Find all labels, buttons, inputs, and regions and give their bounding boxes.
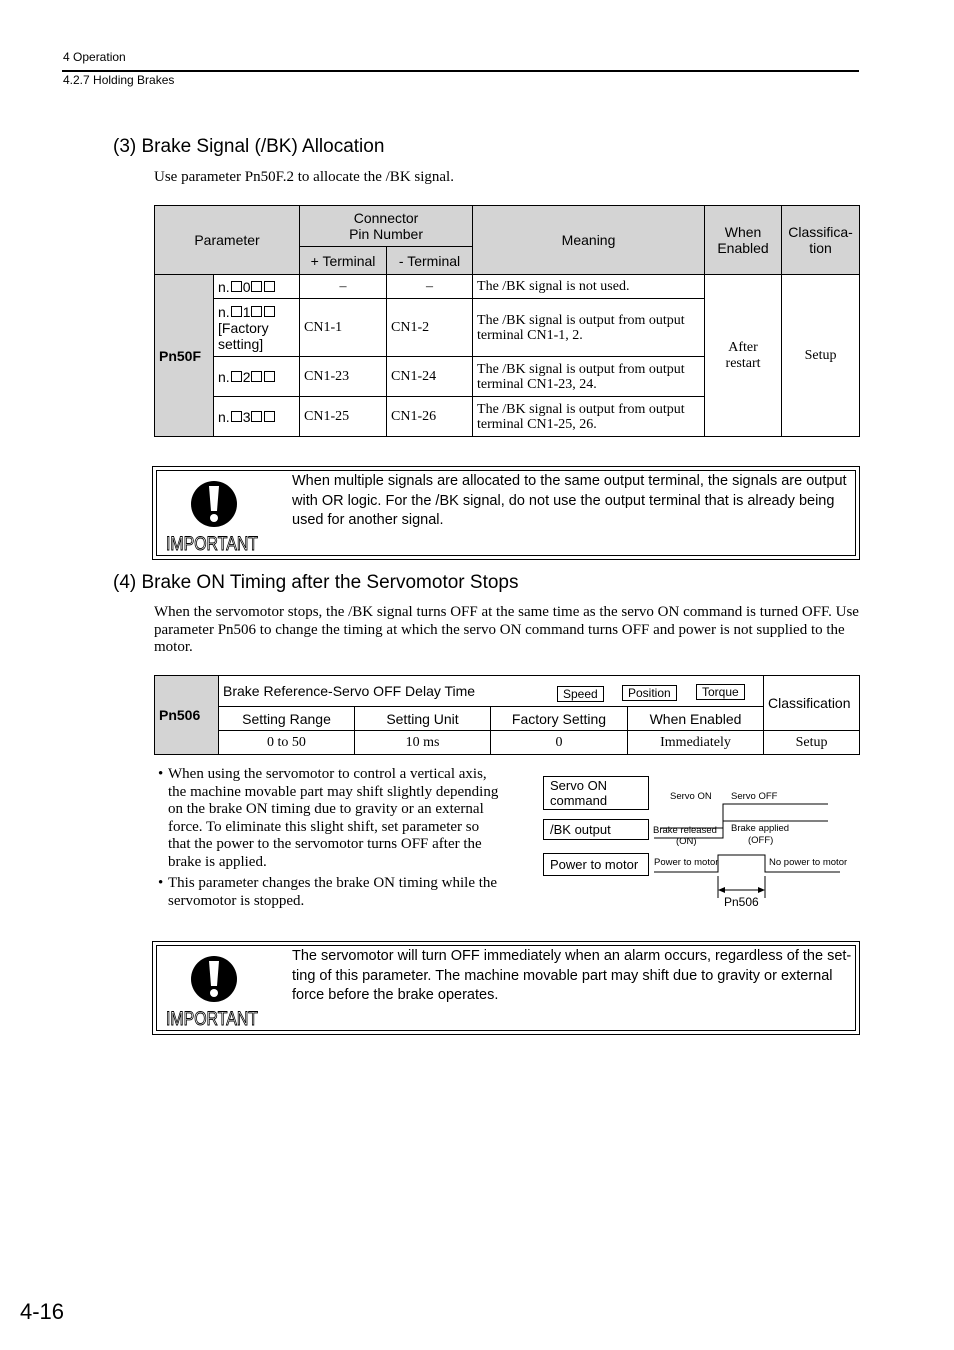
pn50f-table <box>154 205 860 437</box>
placeholder-digit-box <box>251 281 262 292</box>
head-minus-terminal: - Terminal <box>387 247 473 275</box>
bullet-list <box>158 766 503 910</box>
placeholder-digit-box <box>231 281 242 292</box>
factory-setting-note: [Factory setting] <box>218 319 269 352</box>
torque-tag: Torque <box>696 684 745 700</box>
placeholder-digit-box <box>264 411 275 422</box>
bullet-item <box>158 766 503 871</box>
placeholder-digit-box <box>264 371 275 382</box>
plus-terminal-cell: CN1-1 <box>300 299 387 357</box>
placeholder-digit-box <box>231 411 242 422</box>
setting-unit-value: 10 ms <box>355 731 491 755</box>
position-tag: Position <box>622 685 677 701</box>
important-label: IMPORTANT <box>166 1009 259 1030</box>
arrow-right-icon <box>758 887 765 893</box>
bk-output-label: /BK output <box>543 819 649 840</box>
classification-cell: Setup <box>782 275 860 437</box>
header-rule <box>62 70 859 72</box>
placeholder-digit-box <box>251 411 262 422</box>
classification-head: Classification <box>764 676 860 731</box>
section-3-heading: (3) Brake Signal (/BK) Allocation <box>113 136 385 157</box>
brake-released-state: Brake released <box>653 825 717 836</box>
placeholder-digit-box <box>251 371 262 382</box>
head-plus-terminal: + Terminal <box>300 247 387 275</box>
factory-setting-head: Factory Setting <box>491 707 628 731</box>
minus-terminal-cell: CN1-2 <box>387 299 473 357</box>
classification-value: Setup <box>764 731 860 755</box>
placeholder-digit-box <box>251 306 262 317</box>
minus-terminal-cell: CN1-26 <box>387 397 473 437</box>
plus-terminal-cell: CN1-23 <box>300 357 387 397</box>
pn506-table <box>154 675 860 755</box>
meaning-cell: The /BK signal is output from output terminal CN1-23, 24. <box>473 357 705 397</box>
param-pn506: Pn506 <box>155 676 219 755</box>
placeholder-digit-box <box>231 306 242 317</box>
meaning-cell: The /BK signal is output from output terminal CN1-1, 2. <box>473 299 705 357</box>
head-classification: Classifica- tion <box>782 206 860 275</box>
page-number: 4-16 <box>20 1299 65 1324</box>
servo-on-state: Servo ON <box>670 791 712 802</box>
setting-range-head: Setting Range <box>219 707 355 731</box>
servo-on-command-label: Servo ON command <box>543 776 649 810</box>
head-connector: Connector Pin Number <box>300 206 473 247</box>
bullet-dot: • <box>158 875 164 891</box>
setting-range-value: 0 to 50 <box>219 731 355 755</box>
setting-cell <box>214 275 300 299</box>
setting-cell <box>214 299 300 357</box>
section-3-intro: Use parameter Pn50F.2 to allocate the /BK signal. <box>154 169 454 185</box>
pn506-title: Brake Reference-Servo OFF Delay Time <box>223 683 476 699</box>
important-text: The servomotor will turn OFF immediately when an alarm occurs, regardless of the set-ting of this parameter. The machine movable part may shift due to gravity or external force before the brake operates. <box>292 948 852 1003</box>
setting-cell <box>214 357 300 397</box>
setting-digit: 2 <box>242 368 251 385</box>
placeholder-digit-box <box>231 371 242 382</box>
important-box <box>152 941 860 1035</box>
placeholder-digit-box <box>264 306 275 317</box>
power-to-motor-label: Power to motor <box>543 853 649 876</box>
bullet-dot: • <box>158 766 164 782</box>
when-enabled-value: Immediately <box>628 731 764 755</box>
brake-applied-sub: (OFF) <box>748 835 774 846</box>
bullet-text: This parameter changes the brake ON timing while the servomotor is stopped. <box>168 875 498 909</box>
section-4-heading: (4) Brake ON Timing after the Servomotor Stops <box>113 572 519 593</box>
setting-digit: 1 <box>242 303 251 320</box>
n-prefix: n. <box>218 368 230 385</box>
head-parameter: Parameter <box>155 206 300 275</box>
bullet-text: When using the servomotor to control a vertical axis, the machine movable part may shift slightly depending on the brake ON timing due to gravity or an external force. To eliminate this slight shift, set parameter so that the power to the servomotor turns OFF after the brake is applied. <box>168 766 499 870</box>
setting-digit: 3 <box>242 408 251 425</box>
setting-unit-head: Setting Unit <box>355 707 491 731</box>
minus-terminal-cell: CN1-24 <box>387 357 473 397</box>
setting-cell <box>214 397 300 437</box>
section-4-intro: When the servomotor stops, the /BK signal turns OFF at the same time as the servo ON command is turned OFF. Use parameter Pn506 to change the timing at which the servo ON command turns OFF and power is not supplied to the motor. <box>154 604 859 655</box>
arrow-left-icon <box>718 887 725 893</box>
chapter-header: 4 Operation <box>63 50 126 64</box>
plus-terminal-cell: – <box>300 275 387 299</box>
param-pn50f: Pn50F <box>155 275 214 437</box>
speed-tag: Speed <box>557 686 604 702</box>
important-label: IMPORTANT <box>166 534 259 555</box>
when-enabled-cell: After restart <box>705 275 782 437</box>
pn506-delay-label: Pn506 <box>724 895 759 909</box>
meaning-cell: The /BK signal is output from output terminal CN1-25, 26. <box>473 397 705 437</box>
placeholder-digit-box <box>264 281 275 292</box>
factory-setting-value: 0 <box>491 731 628 755</box>
n-prefix: n. <box>218 278 230 295</box>
important-icon <box>165 477 261 553</box>
brake-released-sub: (ON) <box>676 836 697 847</box>
important-box <box>152 466 860 560</box>
brake-applied-state: Brake applied <box>731 823 790 834</box>
subsection-header: 4.2.7 Holding Brakes <box>63 73 175 87</box>
important-text: When multiple signals are allocated to the same output terminal, the signals are output with OR logic. For the /BK signal, do not use the output terminal that is already being used for another signal. <box>292 473 847 528</box>
power-on-state: Power to motor <box>654 857 719 868</box>
plus-terminal-cell: CN1-25 <box>300 397 387 437</box>
head-meaning: Meaning <box>473 206 705 275</box>
when-enabled-head: When Enabled <box>628 707 764 731</box>
head-when-enabled: When Enabled <box>705 206 782 275</box>
important-icon <box>165 952 261 1028</box>
power-off-state: No power to motor <box>769 857 848 868</box>
n-prefix: n. <box>218 303 230 320</box>
pn506-title-cell <box>219 676 764 707</box>
meaning-cell: The /BK signal is not used. <box>473 275 705 299</box>
bullet-item <box>158 875 503 910</box>
servo-off-state: Servo OFF <box>731 791 778 802</box>
setting-digit: 0 <box>242 278 251 295</box>
minus-terminal-cell: – <box>387 275 473 299</box>
n-prefix: n. <box>218 408 230 425</box>
